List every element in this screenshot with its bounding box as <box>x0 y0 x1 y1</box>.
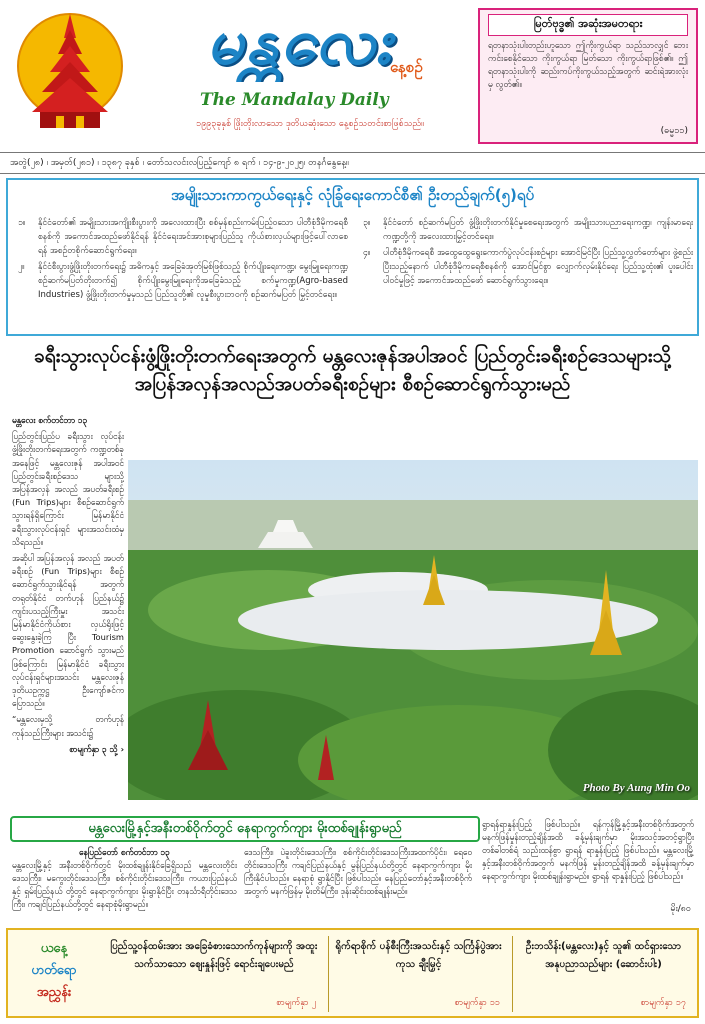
masthead-tagline: ၁၉၉၃ခုနှစ် ဖြိုးတိုးလာသော ဒုတိယဆုံးသော နေ့စဉ်သတင်းစာဖြစ်သည်။ <box>196 119 424 129</box>
article-continued-link[interactable]: စာမျက်နှာ ၃ သို့ › <box>69 743 124 754</box>
buddha-teaching-box <box>478 8 698 144</box>
palace-spire-logo <box>10 8 130 136</box>
article-paragraph: အဆိုပါ အပြန်အလှန် အလည် အပတ်ခရီးစဉ် (Fun Trips)များ စီစဉ် ဆောင်ရွက်သွားနိုင်ရန် အတွက် တရုတ်နိုင်ငံ တက်ဟုန် ပြည်နယ်၌ ကျင်းပသည့်ကြီးမှူး အသင်း မြန်မာနိုင်ငံကိုယ်စား လှယ်ရိုးဖြင့် ဆွေးနွေးခဲ့ကြ ပြီး Tourism Promotion ဆောင်ရွက် သွားမည်ဖြစ်ကြောင်း မြန်မာနိုင်ငံ ခရီးသွားလုပ်ငန်းရှင်များအသင်း မန္တလေးဇုန် ဒုတိယဥက္ကဋ္ဌ ဦးကျော်ဇင်က ပြောသည်။ <box>12 553 124 709</box>
weather-story-column-2: ဒေသကြီး၊ ပဲခူးတိုင်းဒေသကြီး၊ စစ်ကိုင်းတိုင်းဒေသကြီးအထက်ပိုင်း၊ ရေဝေတိုင်းဒေသကြီး ကချင်ပြည်နယ်နှင့် မွန်ပြည်နယ်တို့တွင် နေရာကွက်ကျား မိုးကြီးနိုင်ပါသည်။ နေရာစုံ ရွာနိုင်ပြီး ဖြစ်ပါသည်။ နေပြည်တော်နှင့်အနီးတစ်ဝိုက်အတွက် မနက်ဖြန်မှ မိုးတိမ်ကြီး၊ ဒုန်းဆိုင်းထစ်ချုန်းမည်။ <box>244 847 472 896</box>
article-dateline: မန္တလေး စက်တင်ဘာ ၁၃ <box>12 415 88 425</box>
objectives-title: အမျိုးသားကာကွယ်ရေးနှင့် လုံခြုံရေးကောင်စီ၏ ဦးတည်ချက်(၅)ရပ် <box>170 186 535 204</box>
objective-item <box>363 246 693 288</box>
issue-info-line: အတွဲ(၂၈) ၊ အမှတ်(၂၈၁) ၊ ၁၃၈၇ ခုနှစ် ၊ တော်သလင်းလပြည့်ကျော် ၈ ရက် ၊ ၁၄-၉-၂၀၂၅၊ တနင်္ဂနွေနေ့။ <box>0 152 705 174</box>
index-label-line: ယနေ့ <box>40 941 68 956</box>
objective-number: ၁။ <box>18 218 26 228</box>
index-item-page: စာမျက်နှာ ၂ <box>276 998 316 1008</box>
article-paragraph: ပြည်တွင်းပြည်ပ ခရီးသွား လုပ်ငန်းဖွံ့ဖြိုးတိုးတက်ရေးအတွက် ကဏ္ဍတစ်ခုအနေဖြင့် မန္တလေးဇုန် အပါအဝင် ပြည်တွင်းခရီးစဉ်ဒေသ များသို့ အပြန်အလှန် အလည် အပတ်ခရီးစဉ် (Fun Trips)များ စီစဉ်ဆောင်ရွက်သွားရန်ရှိကြောင်း မြန်မာနိုင်ငံ ခရီးသွားလုပ်ငန်းရှင် များအသင်းထံမှ သိရသည်။ <box>12 431 124 547</box>
headline-line-2: အပြန်အလှန်အလည်အပတ်ခရီးစဉ်များ စီစဉ်ဆောင်ရွက်သွားမည် <box>134 373 571 395</box>
index-label-line: အညွှန်း <box>36 985 72 1000</box>
masthead-daily-label: နေ့စဉ် <box>390 58 423 76</box>
objective-number: ၄။ <box>363 248 371 258</box>
objective-number: ၂။ <box>18 262 25 272</box>
landscape-illustration <box>128 460 698 800</box>
weather-story-byline: မိုး/၈၀ <box>670 904 691 914</box>
objective-text: နိုင်ငံတော်၏ အမျိုးသားအကျိုးစီးပွားကို အလေးထားပြီး စစ်မှန်စည်းကမ်းပြည့်ဝသော ပါတီစုံဒီမိုကရေစီစနစ်ကို အကောင်အထည်ဖော်နိုင်ရန် နိုင်ငံရေးအင်အားစုများပြည်သူ ကိုယ်စားလှယ်များဖြင့်ပေါ်လာစေရန် အစဉ်တစိုက်ဆောင်ရွက်ရေး။ <box>38 218 348 256</box>
index-item-title: ရိုက်ရာစိုက် ပန်စီးကြီးအသင်းနှင့် သင်္ကြန်ပွဲအားကုသ ချီးမြှင့် <box>335 941 502 970</box>
objective-text: ပါတီစုံဒီမိုကရေစီ အထွေထွေရွေးကောက်ပွဲလုပ်ငန်းစဉ်များ အောင်မြင်ပြီး ပြည်သူ့လွှတ်တော်များ ဖွဲ့စည်းပြီးသည့်နောက် ပါတီစုံဒီမိုကရေစီစနစ်ကို အောင်မြင်စွာ လျှောက်လှမ်းနိုင်ရေး ပြည်သူ့ထုံး၏ ပူးပေါင်းပါဝင်မှုဖြင့် အကောင်အထည်ဖော် ဆောင်ရွက်သွားရေး။ <box>383 248 693 286</box>
index-item[interactable] <box>512 936 694 1012</box>
buddha-teaching-body: ရတနာသုံးပါးတည်းဟူသော ဤကိုးကွယ်ရာ သည်သာလျှင် ဘေးကင်းစေနိုင်သော ကိုးကွယ်ရာ မြတ်သော ကိုးကွယ်ရာဖြစ်၏။ ဤရတနာသုံးပါးကို ဆည်းကပ်ကိုးကွယ်သည့်အတွက် ဆင်းရဲအားလုံးမှ လွတ်၏။ <box>488 41 688 90</box>
buddha-teaching-source: (ဓမ္မ၁၁) <box>660 126 688 136</box>
objectives-right-column <box>363 216 693 290</box>
mandalay-hill-photo <box>128 460 698 800</box>
weather-story <box>6 812 699 922</box>
objectives-left-column <box>18 216 348 304</box>
headline-line-1: ခရီးသွားလုပ်ငန်းဖွံ့ဖြိုးတိုးတက်ရေးအတွက် မန္တလေးဇုန်အပါအဝင် ပြည်တွင်းခရီးစဉ်ဒေသများသို့ <box>34 345 671 367</box>
objectives-box <box>6 178 699 336</box>
main-headline <box>0 342 705 398</box>
masthead-english-title: The Mandalay Daily <box>200 90 389 110</box>
todays-index-bar <box>6 928 699 1018</box>
objective-text: နိုင်ငံစီးပွားဖွံ့ဖြိုးတိုးတက်ရေး၌ အဓိကနှင့် အခြေခံအုတ်မြစ်ဖြစ်သည့် စိုက်ပျိုးရေးကဏ္ဍ၊ မွေးမြူရေးကဏ္ဍ စဉ်ဆက်မပြတ်တိုးတက်၍ စိုက်ပျိုးမွေးမြူရေးကိုအခြေခံသည့် စက်မှုကဏ္ဍ(Agro-based Industries) ဖွံ့ဖြိုးတိုးတက်မှုမှသည် ပြည်သူတို့၏ လူမှုစီးပွားဘဝကို စဉ်ဆက်မပြတ် မြှင့်တင်ရေး။ <box>38 262 348 300</box>
index-item[interactable] <box>328 936 508 1012</box>
weather-story-column-3: ရွာရန်ရာနှုန်းပြည့် ဖြစ်ပါသည်။ ရန်ကုန်မြို့နှင့်အနီးတစ်ဝိုက်အတွက် မနက်ဖြန်မှုန်းတည့်ချိန်အထိ ခန့်မှန်းချက်မှာ မိုးအသင့်အတင့်ရွာပြီး တစ်ခါတစ်ရံ သည်းထန်စွာ ရွာရန် ရာနှုန်းပြည့် ဖြစ်ပါသည်။ မန္တလေးမြို့နှင့်အနီးတစ်ဝိုက်အတွက် မနက်ဖြန် မှုန်းတည့်ချိန်အထိ ခန့်မှန်းချက်မှာ နေရာကွက်ကျား မိုးထစ်ချုန်းရွာမည်။ ရွာရန် ရာနှုန်းပြည့် ဖြစ်ပါသည်။ <box>482 819 694 881</box>
article-paragraph: “မန္တလေးမှသို့ တက်ဟုန် ကုန်သည်ကြီးများ အသင်း၌ <box>12 714 124 738</box>
photo-credit: Photo By Aung Min Oo <box>582 782 690 794</box>
index-label-line: ဟတ်ရော <box>31 963 77 978</box>
lead-article-text <box>12 414 124 802</box>
objective-text: နိုင်ငံတော် စဉ်ဆက်မပြတ် ဖွံ့ဖြိုးတိုးတက်နိုင်မှုစေရေးအတွက် အမျိုးသားပညာရေးကဏ္ဍ၊ ကျန်းမာရေးကဏ္ဍတို့ကို အလေးထားမြှင့်တင်ရေး။ <box>383 218 693 242</box>
index-item-title: ပြည်သူ့ဝန်ထမ်းအား အခြေခံစားသောက်ကုန်များကို အထူးသက်သာသော ဈေးနှုန်းဖြင့် ရောင်းချပေးမည် <box>110 941 318 970</box>
weather-dateline: နေပြည်တော် စက်တင်ဘာ ၁၃ <box>79 847 170 857</box>
weather-story-title: မန္တလေးမြို့နှင့်အနီးတစ်ဝိုက်တွင် နေရာကွက်ကျား မိုးထစ်ချုန်းရွာမည် <box>10 816 480 842</box>
objective-item <box>18 260 348 302</box>
buddha-teaching-title: မြတ်ဗုဒ္ဓ၏ အဆုံးအမတရား <box>488 14 688 36</box>
objective-number: ၃။ <box>363 218 371 228</box>
index-item-title: ဦးဘသိန်း(မန္တလေး)နှင့် သူ၏ ထင်ရှားသော အနုပညာသည်များ (ဆောင်းပါး) <box>525 941 682 970</box>
masthead <box>0 0 705 150</box>
index-label <box>14 938 94 1004</box>
index-item-page: စာမျက်နှာ ၁၁ <box>454 998 500 1008</box>
objective-item <box>18 216 348 258</box>
objective-item <box>363 216 693 244</box>
index-item-page: စာမျက်နှာ ၁၇ <box>640 998 686 1008</box>
index-item[interactable] <box>104 936 324 1012</box>
masthead-title: မန္တလေး <box>206 5 394 79</box>
weather-story-column-1 <box>12 846 237 911</box>
weather-text: မန္တလေးမြို့နှင့် အနီးတစ်ဝိုက်တွင် မိုးထစ်ချုန်းနိုင်ခြေရှိသည် မန္တလေးတိုင်း ဒေသကြီး၊ မကွေးတိုင်းဒေသကြီး၊ စစ်ကိုင်းတိုင်းဒေသကြီး၊ ကယားပြည်နယ်နှင့် ရှမ်းပြည်နယ် တို့တွင် နေရာကွက်ကျား မိုးရွာနိုင်ပြီး တနင်္သာရီတိုင်းဒေသကြီး၊ ကချင်ပြည်နယ်တို့တွင် နေရာစုံမိုးရွာမည်။ <box>12 860 237 909</box>
